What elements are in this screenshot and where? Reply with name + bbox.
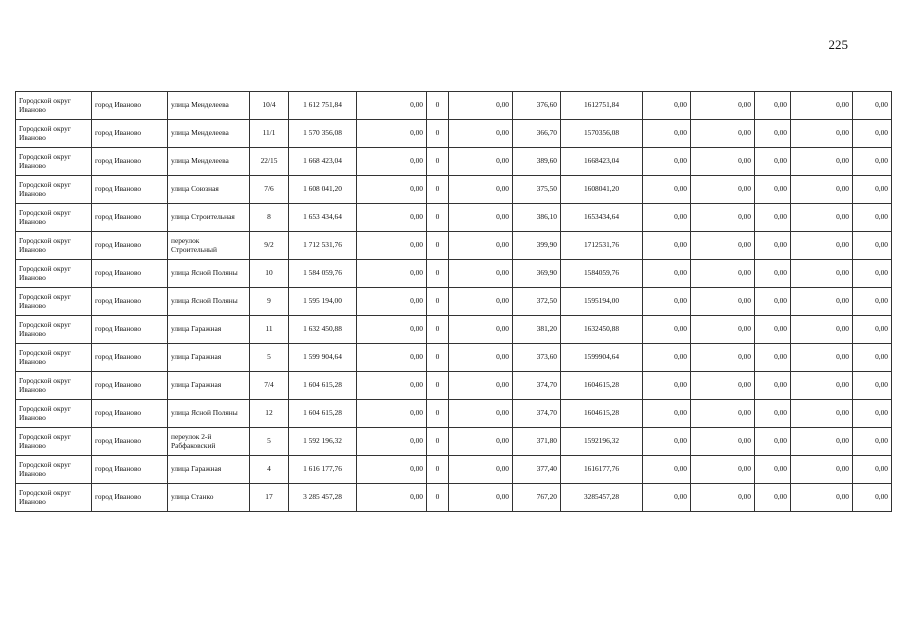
cost-d-cell: 0,00 (643, 372, 691, 400)
cost-a-cell: 0,00 (357, 92, 427, 120)
house-number-cell: 8 (250, 204, 289, 232)
municipality-cell: Городской округ Иваново (16, 288, 92, 316)
cost-d-cell: 0,00 (643, 148, 691, 176)
cost-h-cell: 0,00 (853, 400, 892, 428)
cost-b-cell: 0,00 (449, 484, 513, 512)
street-cell: улица Ясной Поляны (168, 288, 250, 316)
cost-c-cell: 1668423,04 (561, 148, 643, 176)
cost-d-cell: 0,00 (643, 204, 691, 232)
cost-c-cell: 1604615,28 (561, 400, 643, 428)
cost-b-cell: 0,00 (449, 344, 513, 372)
area-cell: 369,90 (513, 260, 561, 288)
cost-b-cell: 0,00 (449, 428, 513, 456)
count-cell: 0 (427, 428, 449, 456)
cost-e-cell: 0,00 (691, 148, 755, 176)
cost-f-cell: 0,00 (755, 176, 791, 204)
house-number-cell: 11/1 (250, 120, 289, 148)
cost-h-cell: 0,00 (853, 92, 892, 120)
count-cell: 0 (427, 92, 449, 120)
cost-b-cell: 0,00 (449, 204, 513, 232)
cost-d-cell: 0,00 (643, 92, 691, 120)
cost-b-cell: 0,00 (449, 288, 513, 316)
cost-c-cell: 1592196,32 (561, 428, 643, 456)
data-table (15, 91, 892, 512)
area-cell: 372,50 (513, 288, 561, 316)
cost-c-cell: 1632450,88 (561, 316, 643, 344)
cost-f-cell: 0,00 (755, 204, 791, 232)
cost-e-cell: 0,00 (691, 428, 755, 456)
cost-f-cell: 0,00 (755, 260, 791, 288)
cost-f-cell: 0,00 (755, 232, 791, 260)
cost-d-cell: 0,00 (643, 456, 691, 484)
total-cost-cell: 1 616 177,76 (289, 456, 357, 484)
cost-e-cell: 0,00 (691, 204, 755, 232)
cost-d-cell: 0,00 (643, 400, 691, 428)
settlement-cell: город Иваново (92, 372, 168, 400)
cost-c-cell: 1608041,20 (561, 176, 643, 204)
cost-f-cell: 0,00 (755, 288, 791, 316)
cost-g-cell: 0,00 (791, 288, 853, 316)
cost-g-cell: 0,00 (791, 260, 853, 288)
settlement-cell: город Иваново (92, 176, 168, 204)
settlement-cell: город Иваново (92, 148, 168, 176)
settlement-cell: город Иваново (92, 456, 168, 484)
cost-f-cell: 0,00 (755, 456, 791, 484)
total-cost-cell: 1 604 615,28 (289, 400, 357, 428)
settlement-cell: город Иваново (92, 484, 168, 512)
cost-a-cell: 0,00 (357, 316, 427, 344)
cost-c-cell: 1570356,08 (561, 120, 643, 148)
cost-a-cell: 0,00 (357, 232, 427, 260)
count-cell: 0 (427, 456, 449, 484)
cost-a-cell: 0,00 (357, 260, 427, 288)
cost-h-cell: 0,00 (853, 148, 892, 176)
cost-f-cell: 0,00 (755, 372, 791, 400)
cost-a-cell: 0,00 (357, 372, 427, 400)
cost-b-cell: 0,00 (449, 456, 513, 484)
cost-f-cell: 0,00 (755, 316, 791, 344)
total-cost-cell: 1 668 423,04 (289, 148, 357, 176)
cost-e-cell: 0,00 (691, 344, 755, 372)
page-number: 225 (828, 37, 848, 52)
cost-g-cell: 0,00 (791, 176, 853, 204)
municipality-cell: Городской округ Иваново (16, 260, 92, 288)
area-cell: 375,50 (513, 176, 561, 204)
cost-b-cell: 0,00 (449, 176, 513, 204)
street-cell: улица Ясной Поляны (168, 400, 250, 428)
cost-e-cell: 0,00 (691, 456, 755, 484)
cost-a-cell: 0,00 (357, 344, 427, 372)
cost-g-cell: 0,00 (791, 316, 853, 344)
street-cell: улица Менделеева (168, 120, 250, 148)
cost-a-cell: 0,00 (357, 400, 427, 428)
cost-b-cell: 0,00 (449, 92, 513, 120)
table-row (16, 344, 892, 372)
total-cost-cell: 1 712 531,76 (289, 232, 357, 260)
table-row (16, 204, 892, 232)
cost-a-cell: 0,00 (357, 456, 427, 484)
house-number-cell: 9/2 (250, 232, 289, 260)
total-cost-cell: 1 604 615,28 (289, 372, 357, 400)
count-cell: 0 (427, 316, 449, 344)
cost-e-cell: 0,00 (691, 232, 755, 260)
cost-c-cell: 1612751,84 (561, 92, 643, 120)
cost-f-cell: 0,00 (755, 120, 791, 148)
cost-c-cell: 1584059,76 (561, 260, 643, 288)
cost-h-cell: 0,00 (853, 232, 892, 260)
total-cost-cell: 1 608 041,20 (289, 176, 357, 204)
cost-b-cell: 0,00 (449, 120, 513, 148)
cost-a-cell: 0,00 (357, 288, 427, 316)
cost-d-cell: 0,00 (643, 344, 691, 372)
count-cell: 0 (427, 204, 449, 232)
street-cell: переулок 2-й Рабфаковский (168, 428, 250, 456)
cost-b-cell: 0,00 (449, 372, 513, 400)
cost-e-cell: 0,00 (691, 316, 755, 344)
cost-b-cell: 0,00 (449, 148, 513, 176)
cost-h-cell: 0,00 (853, 176, 892, 204)
area-cell: 399,90 (513, 232, 561, 260)
settlement-cell: город Иваново (92, 92, 168, 120)
municipality-cell: Городской округ Иваново (16, 344, 92, 372)
settlement-cell: город Иваново (92, 232, 168, 260)
cost-h-cell: 0,00 (853, 288, 892, 316)
cost-h-cell: 0,00 (853, 120, 892, 148)
cost-c-cell: 1595194,00 (561, 288, 643, 316)
settlement-cell: город Иваново (92, 316, 168, 344)
total-cost-cell: 1 595 194,00 (289, 288, 357, 316)
municipality-cell: Городской округ Иваново (16, 148, 92, 176)
cost-e-cell: 0,00 (691, 176, 755, 204)
house-number-cell: 4 (250, 456, 289, 484)
cost-d-cell: 0,00 (643, 428, 691, 456)
cost-g-cell: 0,00 (791, 456, 853, 484)
area-cell: 376,60 (513, 92, 561, 120)
table-body (16, 92, 892, 512)
cost-b-cell: 0,00 (449, 400, 513, 428)
house-number-cell: 12 (250, 400, 289, 428)
cost-d-cell: 0,00 (643, 288, 691, 316)
house-number-cell: 11 (250, 316, 289, 344)
street-cell: улица Менделеева (168, 92, 250, 120)
cost-a-cell: 0,00 (357, 204, 427, 232)
cost-g-cell: 0,00 (791, 148, 853, 176)
total-cost-cell: 1 592 196,32 (289, 428, 357, 456)
total-cost-cell: 1 584 059,76 (289, 260, 357, 288)
total-cost-cell: 1 653 434,64 (289, 204, 357, 232)
cost-a-cell: 0,00 (357, 428, 427, 456)
cost-f-cell: 0,00 (755, 484, 791, 512)
count-cell: 0 (427, 176, 449, 204)
municipality-cell: Городской округ Иваново (16, 204, 92, 232)
cost-d-cell: 0,00 (643, 316, 691, 344)
house-number-cell: 9 (250, 288, 289, 316)
cost-e-cell: 0,00 (691, 484, 755, 512)
count-cell: 0 (427, 288, 449, 316)
area-cell: 366,70 (513, 120, 561, 148)
cost-d-cell: 0,00 (643, 232, 691, 260)
settlement-cell: город Иваново (92, 400, 168, 428)
cost-g-cell: 0,00 (791, 372, 853, 400)
cost-c-cell: 1599904,64 (561, 344, 643, 372)
cost-c-cell: 1712531,76 (561, 232, 643, 260)
area-cell: 374,70 (513, 372, 561, 400)
table-row (16, 372, 892, 400)
count-cell: 0 (427, 484, 449, 512)
settlement-cell: город Иваново (92, 260, 168, 288)
house-number-cell: 5 (250, 344, 289, 372)
street-cell: улица Станко (168, 484, 250, 512)
cost-c-cell: 1653434,64 (561, 204, 643, 232)
cost-a-cell: 0,00 (357, 484, 427, 512)
cost-h-cell: 0,00 (853, 428, 892, 456)
settlement-cell: город Иваново (92, 288, 168, 316)
settlement-cell: город Иваново (92, 428, 168, 456)
municipality-cell: Городской округ Иваново (16, 92, 92, 120)
table-row (16, 92, 892, 120)
total-cost-cell: 1 612 751,84 (289, 92, 357, 120)
cost-f-cell: 0,00 (755, 344, 791, 372)
street-cell: переулок Строительный (168, 232, 250, 260)
cost-e-cell: 0,00 (691, 260, 755, 288)
table-row (16, 176, 892, 204)
table-row (16, 120, 892, 148)
table-row (16, 260, 892, 288)
table-row (16, 400, 892, 428)
municipality-cell: Городской округ Иваново (16, 484, 92, 512)
cost-h-cell: 0,00 (853, 260, 892, 288)
cost-g-cell: 0,00 (791, 428, 853, 456)
street-cell: улица Ясной Поляны (168, 260, 250, 288)
total-cost-cell: 1 570 356,08 (289, 120, 357, 148)
area-cell: 767,20 (513, 484, 561, 512)
cost-e-cell: 0,00 (691, 92, 755, 120)
cost-f-cell: 0,00 (755, 92, 791, 120)
house-number-cell: 7/6 (250, 176, 289, 204)
street-cell: улица Гаражная (168, 456, 250, 484)
street-cell: улица Союзная (168, 176, 250, 204)
table-row (16, 148, 892, 176)
municipality-cell: Городской округ Иваново (16, 456, 92, 484)
area-cell: 371,80 (513, 428, 561, 456)
table-row (16, 456, 892, 484)
cost-e-cell: 0,00 (691, 372, 755, 400)
house-number-cell: 5 (250, 428, 289, 456)
area-cell: 373,60 (513, 344, 561, 372)
count-cell: 0 (427, 148, 449, 176)
table-row (16, 232, 892, 260)
cost-a-cell: 0,00 (357, 120, 427, 148)
cost-d-cell: 0,00 (643, 260, 691, 288)
cost-g-cell: 0,00 (791, 232, 853, 260)
cost-h-cell: 0,00 (853, 484, 892, 512)
cost-h-cell: 0,00 (853, 344, 892, 372)
cost-g-cell: 0,00 (791, 120, 853, 148)
cost-d-cell: 0,00 (643, 120, 691, 148)
municipality-cell: Городской округ Иваново (16, 176, 92, 204)
total-cost-cell: 1 599 904,64 (289, 344, 357, 372)
total-cost-cell: 1 632 450,88 (289, 316, 357, 344)
cost-b-cell: 0,00 (449, 232, 513, 260)
cost-c-cell: 1616177,76 (561, 456, 643, 484)
street-cell: улица Строительная (168, 204, 250, 232)
municipality-cell: Городской округ Иваново (16, 316, 92, 344)
cost-e-cell: 0,00 (691, 288, 755, 316)
cost-e-cell: 0,00 (691, 120, 755, 148)
area-cell: 381,20 (513, 316, 561, 344)
street-cell: улица Гаражная (168, 372, 250, 400)
cost-f-cell: 0,00 (755, 148, 791, 176)
cost-g-cell: 0,00 (791, 484, 853, 512)
house-number-cell: 10/4 (250, 92, 289, 120)
area-cell: 389,60 (513, 148, 561, 176)
cost-g-cell: 0,00 (791, 92, 853, 120)
table-row (16, 428, 892, 456)
area-cell: 374,70 (513, 400, 561, 428)
cost-h-cell: 0,00 (853, 316, 892, 344)
cost-a-cell: 0,00 (357, 176, 427, 204)
cost-b-cell: 0,00 (449, 316, 513, 344)
municipality-cell: Городской округ Иваново (16, 372, 92, 400)
count-cell: 0 (427, 372, 449, 400)
settlement-cell: город Иваново (92, 204, 168, 232)
cost-c-cell: 1604615,28 (561, 372, 643, 400)
count-cell: 0 (427, 344, 449, 372)
house-number-cell: 17 (250, 484, 289, 512)
cost-g-cell: 0,00 (791, 204, 853, 232)
settlement-cell: город Иваново (92, 344, 168, 372)
municipality-cell: Городской округ Иваново (16, 400, 92, 428)
count-cell: 0 (427, 260, 449, 288)
street-cell: улица Гаражная (168, 316, 250, 344)
cost-e-cell: 0,00 (691, 400, 755, 428)
cost-h-cell: 0,00 (853, 372, 892, 400)
cost-d-cell: 0,00 (643, 484, 691, 512)
street-cell: улица Гаражная (168, 344, 250, 372)
cost-c-cell: 3285457,28 (561, 484, 643, 512)
table-row (16, 288, 892, 316)
house-number-cell: 7/4 (250, 372, 289, 400)
cost-a-cell: 0,00 (357, 148, 427, 176)
table-row (16, 484, 892, 512)
cost-d-cell: 0,00 (643, 176, 691, 204)
total-cost-cell: 3 285 457,28 (289, 484, 357, 512)
house-number-cell: 22/15 (250, 148, 289, 176)
cost-g-cell: 0,00 (791, 400, 853, 428)
cost-h-cell: 0,00 (853, 456, 892, 484)
table-row (16, 316, 892, 344)
area-cell: 377,40 (513, 456, 561, 484)
street-cell: улица Менделеева (168, 148, 250, 176)
area-cell: 386,10 (513, 204, 561, 232)
cost-h-cell: 0,00 (853, 204, 892, 232)
municipality-cell: Городской округ Иваново (16, 232, 92, 260)
cost-f-cell: 0,00 (755, 400, 791, 428)
settlement-cell: город Иваново (92, 120, 168, 148)
house-number-cell: 10 (250, 260, 289, 288)
cost-f-cell: 0,00 (755, 428, 791, 456)
municipality-cell: Городской округ Иваново (16, 120, 92, 148)
cost-b-cell: 0,00 (449, 260, 513, 288)
cost-g-cell: 0,00 (791, 344, 853, 372)
count-cell: 0 (427, 400, 449, 428)
municipality-cell: Городской округ Иваново (16, 428, 92, 456)
count-cell: 0 (427, 120, 449, 148)
count-cell: 0 (427, 232, 449, 260)
